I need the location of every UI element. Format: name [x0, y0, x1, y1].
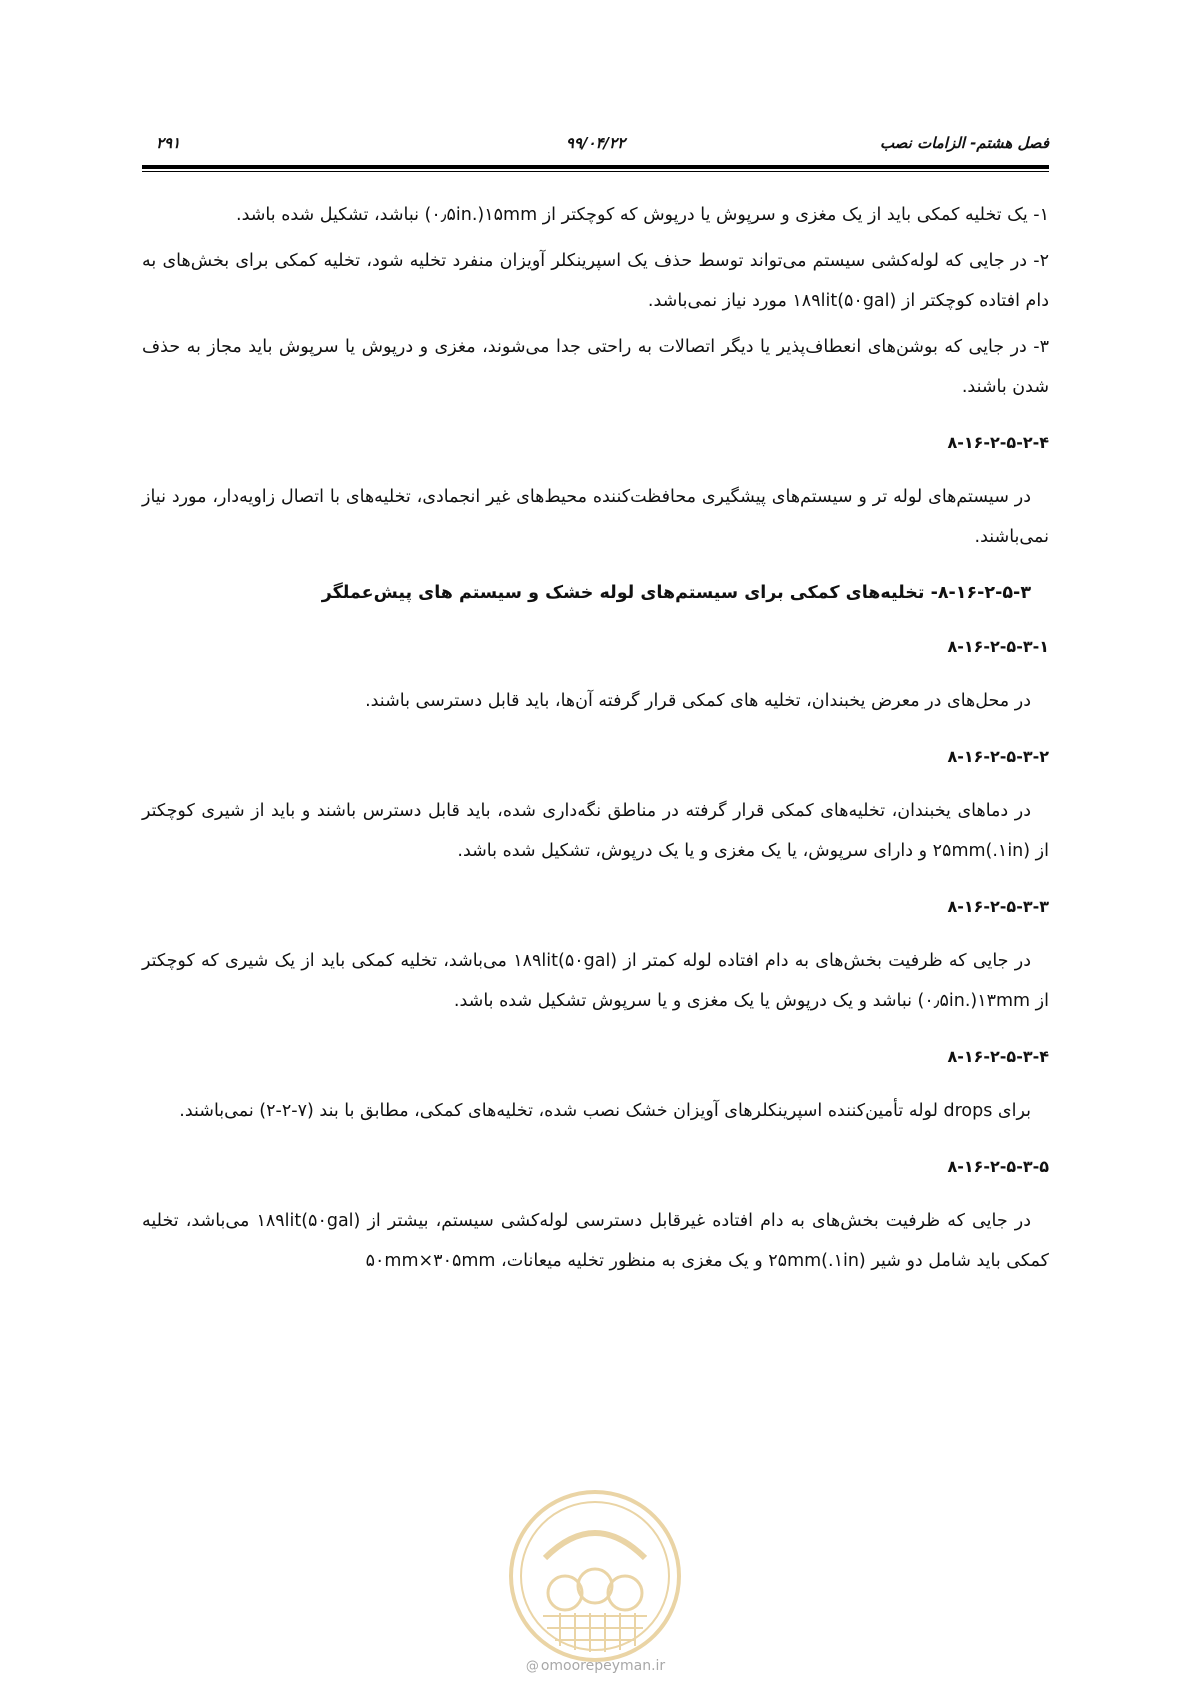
paragraph-item-1: ۱- یک تخلیه کمکی باید از یک مغزی و سرپوش یا درپوش که کوچکتر از ۱۵mm(.۰٫۵in) نباشد، تشکیل شده باشد. [236, 205, 1049, 225]
page-header [142, 128, 1049, 158]
section-paragraph: در محل‌های در معرض یخبندان، تخلیه های کمکی قرار گرفته آن‌ها، باید قابل دسترسی باشند. [365, 691, 1031, 711]
section-paragraph: برای drops لوله تأمین‌کننده اسپرینکلرهای آویزان خشک نصب شده، تخلیه‌های کمکی، مطابق با بند (۷-۲-۲) نمی‌باشند. [179, 1101, 1031, 1121]
header-rule-thick [142, 165, 1049, 169]
section-number: ۸-۱۶-۲-۵-۲-۴ [947, 433, 1049, 452]
paragraph-item-2: ۲- در جایی که لوله‌کشی سیستم می‌تواند توسط حذف یک اسپرینکلر آویزان منفرد تخلیه شود، تخلیه کمکی برای بخش‌های به دام افتاده کوچکتر از ۱۸۹lit(۵۰gal) مورد نیاز نمی‌باشد. [142, 251, 1049, 311]
section-number: ۸-۱۶-۲-۵-۳-۵ [947, 1157, 1049, 1176]
section-number: ۸-۱۶-۲-۵-۳-۴ [947, 1047, 1049, 1066]
section-number: ۸-۱۶-۲-۵-۳-۳ [947, 897, 1049, 916]
section-paragraph: در جایی که ظرفیت بخش‌های به دام افتاده غیرقابل دسترسی لوله‌کشی سیستم، بیشتر از ۱۸۹lit(۵۰gal) می‌باشد، تخلیه کمکی باید شامل دو شیر ۲۵mm(.۱in) و یک مغزی به منظور تخلیه میعانات، ۵۰mm×۳۰۵mm [142, 1211, 1049, 1271]
section-paragraph: در دماهای یخبندان، تخلیه‌های کمکی قرار گرفته در مناطق نگه‌داری شده، باید قابل دسترس باشند و باید از شیری کوچکتر از ۲۵mm(.۱in) و دارای سرپوش، یا یک مغزی و یا یک درپوش، تشکیل شده باشد. [142, 801, 1049, 861]
at-icon: @ [525, 1659, 539, 1674]
seal-logo-icon [505, 1488, 685, 1663]
section-paragraph: در جایی که ظرفیت بخش‌های به دام افتاده لوله کمتر از ۱۸۹lit(۵۰gal) می‌باشد، تخلیه کمکی باید از یک شیری که کوچکتر از ۱۳mm(.۰٫۵in) نباشد و یک درپوش یا یک مغزی و یا سرپوش تشکیل شده باشد. [142, 951, 1049, 1011]
section-number: ۸-۱۶-۲-۵-۳-۱ [947, 637, 1049, 656]
section-number: ۸-۱۶-۲-۵-۳-۲ [947, 747, 1049, 766]
chapter-title: فصل هشتم- الزامات نصب [879, 134, 1049, 152]
paragraph-item-3: ۳- در جایی که بوشن‌های انعطاف‌پذیر یا دیگر اتصالات به راحتی جدا می‌شوند، مغزی و درپوش یا سرپوش باید مجاز به حذف شدن باشند. [142, 337, 1049, 397]
header-rule-thin [142, 171, 1049, 172]
section-heading: ۸-۱۶-۲-۵-۳- تخلیه‌های کمکی برای سیستم‌های لوله خشک و سیستم های پیش‌عملگر [321, 583, 1031, 603]
header-date: ۹۹/۰۴/۲۲ [565, 134, 626, 152]
watermark-url: @ omoorepeyman.ir [525, 1658, 666, 1674]
section-paragraph: در سیستم‌های لوله تر و سیستم‌های پیشگیری محافظت‌کننده محیط‌های غیر انجمادی، تخلیه‌های با اتصال زاویه‌دار، مورد نیاز نمی‌باشند. [142, 487, 1049, 547]
page-number: ۲۹۱ [156, 134, 181, 152]
document-body [142, 195, 1049, 1297]
